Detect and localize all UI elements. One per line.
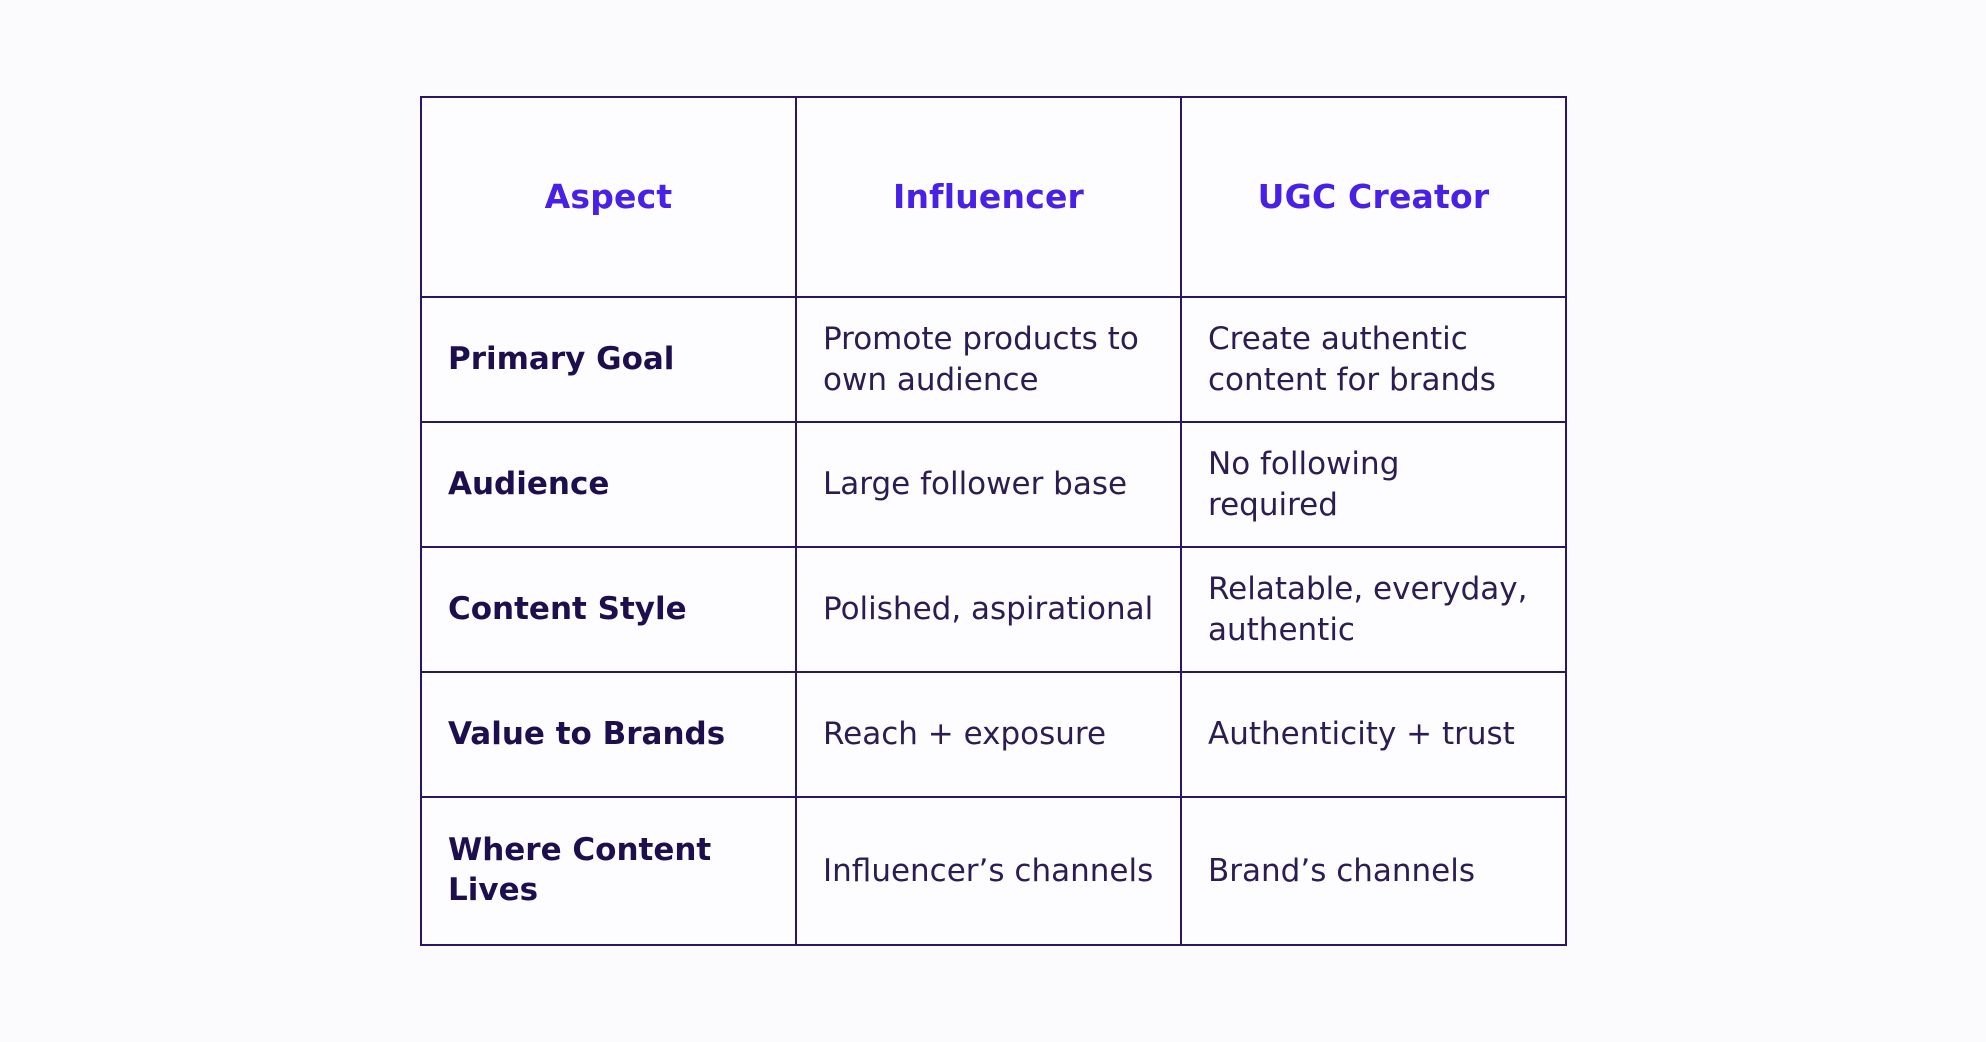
- row-influencer-text: Reach + exposure: [823, 716, 1107, 753]
- row-ugc-cell: [1181, 547, 1566, 672]
- header-label-influencer: Influencer: [892, 177, 1085, 217]
- comparison-table: [420, 96, 1567, 946]
- header-label-aspect: Aspect: [544, 177, 673, 217]
- row-label-cell: [421, 672, 796, 797]
- row-label-cell: [421, 297, 796, 422]
- row-ugc-cell: [1181, 672, 1566, 797]
- row-ugc-cell: [1181, 797, 1566, 945]
- table-row: [421, 547, 1566, 672]
- row-influencer-cell: [796, 797, 1181, 945]
- comparison-table-container: [420, 96, 1565, 946]
- row-ugc-text: No following required: [1208, 446, 1400, 523]
- header-cell-aspect: [421, 97, 796, 297]
- table-header-row: [421, 97, 1566, 297]
- row-ugc-cell: [1181, 297, 1566, 422]
- row-influencer-text: Influencer’s channels: [823, 852, 1154, 889]
- header-cell-ugc-creator: [1181, 97, 1566, 297]
- row-label-cell: [421, 547, 796, 672]
- row-label-text: Where Content Lives: [448, 832, 712, 908]
- row-influencer-cell: [796, 297, 1181, 422]
- row-influencer-text: Polished, aspirational: [823, 591, 1154, 628]
- header-label-ugc-creator: UGC Creator: [1257, 177, 1490, 217]
- row-label-text: Content Style: [448, 590, 687, 627]
- row-ugc-text: Create authentic content for brands: [1208, 321, 1496, 398]
- row-label-text: Audience: [448, 465, 610, 502]
- row-label-text: Primary Goal: [448, 340, 675, 377]
- row-label-cell: [421, 422, 796, 547]
- table-row: [421, 797, 1566, 945]
- row-ugc-text: Relatable, everyday, authentic: [1208, 571, 1528, 648]
- row-influencer-cell: [796, 547, 1181, 672]
- table-row: [421, 672, 1566, 797]
- table-row: [421, 422, 1566, 547]
- row-ugc-text: Brand’s channels: [1208, 852, 1476, 889]
- header-cell-influencer: [796, 97, 1181, 297]
- row-influencer-cell: [796, 672, 1181, 797]
- row-label-text: Value to Brands: [448, 715, 726, 752]
- row-ugc-text: Authenticity + trust: [1208, 716, 1515, 753]
- row-ugc-cell: [1181, 422, 1566, 547]
- row-influencer-text: Large follower base: [823, 466, 1128, 503]
- row-label-cell: [421, 797, 796, 945]
- table-row: [421, 297, 1566, 422]
- row-influencer-text: Promote products to own audience: [823, 321, 1139, 398]
- row-influencer-cell: [796, 422, 1181, 547]
